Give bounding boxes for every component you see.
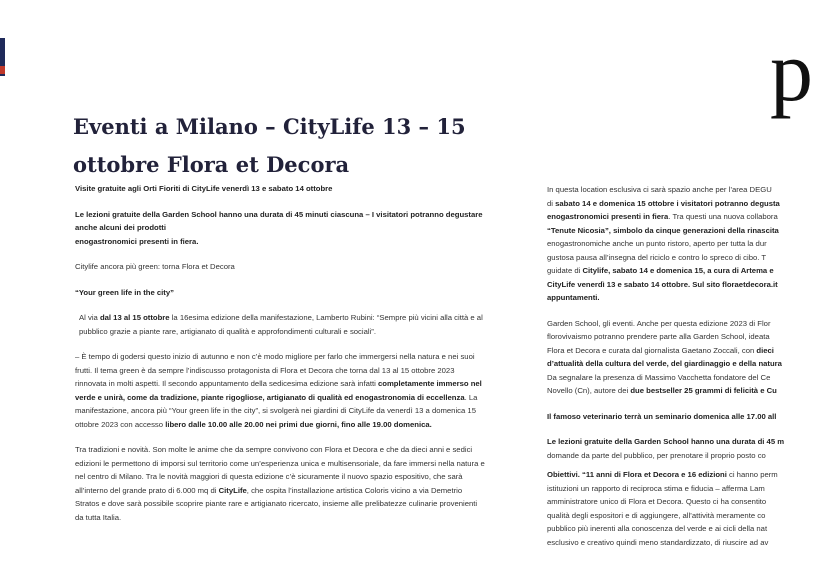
paragraph-lezioni-durata: Le lezioni gratuite della Garden School hanno una durata di 45 m domande da parte del pubblico, per prenotare il proprio posto co bbox=[547, 437, 785, 460]
article-title: Eventi a Milano – CityLife 13 – 15 ottobre Flora et Decora bbox=[73, 114, 466, 177]
article-right-column bbox=[547, 183, 807, 549]
paragraph-al-via: Al via dal 13 al 15 ottobre la 16esima edizione della manifestazione, Lamberto Rubini: “Sempre più vicini alla città e al pubblico grazie a piante rare, artigianato di qualità e approfondimenti culturali e sociali”. bbox=[79, 313, 483, 336]
paragraph-veterinario: Il famoso veterinario terrà un seminario domenica alle 17.00 all bbox=[547, 411, 777, 421]
article-left-column bbox=[75, 182, 487, 524]
paragraph-location: In questa location esclusiva ci sarà spazio anche per l’area DEGU di sabato 14 e domenica 15 ottobre i visitatori potranno degusta enogastronomici presenti in fiera. Tra questi una nuova collabora “Tenute Nicosia”, simbolo da cinque generazioni della rinascita enogastronomiche anche un punto ristoro, aperto per tutta la dur gustosa pausa all’insegna del riciclo e contro lo spreco di cibo. T guidate di Citylife, sabato 14 e domenica 15, a cura di Artema e CityLife venerdì 13 e sabato 14 ottobre. Sul sito floraetdecora.it appuntamenti. bbox=[547, 185, 780, 302]
brand-logo-letter[interactable]: p bbox=[770, 23, 813, 119]
paragraph-lezioni: Le lezioni gratuite della Garden School hanno una durata di 45 minuti ciascuna – I visitatori potranno degustare anche alcuni dei prodotti enogastronomici presenti in fiera. bbox=[75, 209, 483, 246]
paragraph-citylife: Citylife ancora più green: torna Flora et Decora bbox=[75, 262, 235, 271]
paragraph-slogan: “Your green life in the city” bbox=[75, 287, 174, 297]
paragraph-garden-school: Garden School, gli eventi. Anche per questa edizione 2023 di Flor florovivaismo potranno prendere parte alla Garden School, ideata Flora et Decora e curata dal giornalista Gaetano Zoccali, con dieci d’attualità della cultura del verde, del giardinaggio e della natura Da segnalare la presenza di Massimo Vacchetta fondatore del Ce Novello (Cn), autore dei due bestseller 25 grammi di felicità e Cu bbox=[547, 318, 782, 395]
paragraph-visite: Visite gratuite agli Orti Fioriti di CityLife venerdì 13 e sabato 14 ottobre bbox=[75, 184, 333, 193]
paragraph-obiettivi: Obiettivi. “11 anni di Flora et Decora e 16 edizioni ci hanno perm istituzioni un rapporto di reciproca stima e fiducia – afferma Lam amministratore unico di Flora et Decora. Questo ci ha consentito qualità degli espositori e di aggiungere, all’attività meramente co pubblico più inerenti alla conoscenza del verde e ai cicli della nat esclusivo e creativo quindi meno standardizzato, di riuscire ad av bbox=[547, 470, 778, 547]
paragraph-autunno: – È tempo di godersi questo inizio di autunno e non c’è modo migliore per farlo che immergersi nella natura e nei suoi frutti. Il tema green è da sempre l’indiscusso protagonista di Flora et Decora che torna dal 13 al 15 ottobre 2023 rinnovata in molti aspetti. Il secondo appuntamento della sedicesima edizione sarà infatti completamente immerso nel verde e unirà, come da tradizione, piante rigogliose, artigianato di qualità ed enogastronomia di eccellenza. La manifestazione, ancora più “Your green life in the city”, si svolgerà nei giardini di CityLife da venerdì 13 a domenica 15 ottobre 2023 con accesso libero dalle 10.00 alle 20.00 nei primi due giorni, fino alle 19.00 domenica. bbox=[75, 352, 482, 429]
site-logo-mark[interactable] bbox=[0, 38, 5, 76]
paragraph-tradizioni: Tra tradizioni e novità. Son molte le anime che da sempre convivono con Flora et Decora e che da dieci anni e sedici edizioni le permettono di imporsi sul territorio come un’esperienza unica e multisensoriale, da fare immersi nella natura e nel centro di Milano. Tra le novità maggiori di questa edizione c’è sicuramente il nuovo spazio espositivo, che sarà all’interno del grande prato di 6.000 mq di CityLife, che ospita l’installazione artistica Coloris vicino a via Demetrio Stratos e dove sarà possibile scoprire piante rare e artigianato ricercato, insieme alle prelibatezze culinarie provenienti da tutta Italia. bbox=[75, 445, 485, 522]
